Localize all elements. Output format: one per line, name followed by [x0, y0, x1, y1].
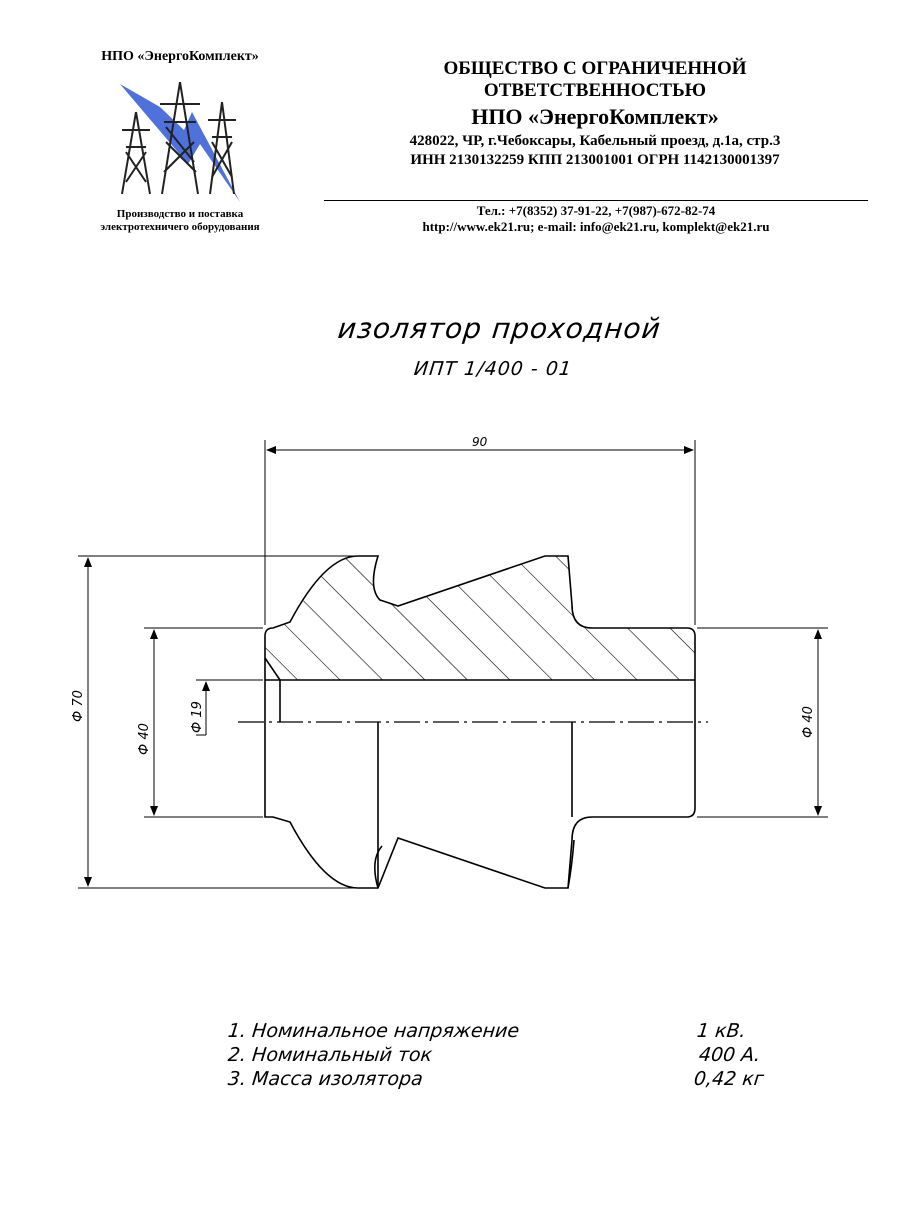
dim-left-inner-label: Ф 40	[137, 723, 152, 755]
specs-list	[228, 1020, 768, 1092]
org-name: НПО «ЭнергоКомплект»	[471, 103, 719, 129]
dim-bore-label: Ф 19	[190, 701, 205, 733]
spec-label: 2. Номинальный ток	[226, 1044, 434, 1066]
logo-company-name: НПО «ЭнергоКомплект»	[101, 49, 259, 64]
web-line: http://www.ek21.ru; e-mail: info@ek21.ru, komplekt@ek21.ru	[422, 219, 770, 234]
drawing-title: изолятор проходной	[336, 312, 663, 345]
dim-length-label: 90	[472, 435, 488, 449]
spec-value: 0,42 кг	[693, 1068, 766, 1090]
logo-caption-line-1: Производство и поставка	[116, 208, 244, 220]
org-line-2: ОТВЕТСТВЕННОСТЬЮ	[483, 79, 707, 101]
org-requisites: ИНН 2130132259 КПП 213001001 ОГРН 1142130001397	[410, 152, 780, 169]
logo-caption-line-2: электротехничего оборудования	[100, 221, 260, 233]
org-line-1: ОБЩЕСТВО С ОГРАНИЧЕННОЙ	[443, 58, 747, 79]
spec-row	[228, 1044, 768, 1068]
org-address: 428022, ЧР, г.Чебоксары, Кабельный проезд, д.1а, стр.3	[409, 132, 781, 149]
dim-right-inner-label: Ф 40	[801, 706, 816, 738]
drawing-model: ИПТ 1/400 - 01	[412, 358, 574, 380]
spec-label: 1. Номинальное напряжение	[226, 1020, 521, 1042]
dim-outer-label: Ф 70	[71, 690, 86, 722]
spec-label: 3. Масса изолятора	[226, 1068, 424, 1090]
spec-row	[228, 1068, 768, 1092]
spec-value: 400 А.	[697, 1044, 762, 1066]
spec-value: 1 кВ.	[696, 1020, 748, 1042]
spec-row	[228, 1020, 768, 1044]
phone-line: Тел.: +7(8352) 37-91-22, +7(987)-672-82-74	[476, 203, 716, 218]
